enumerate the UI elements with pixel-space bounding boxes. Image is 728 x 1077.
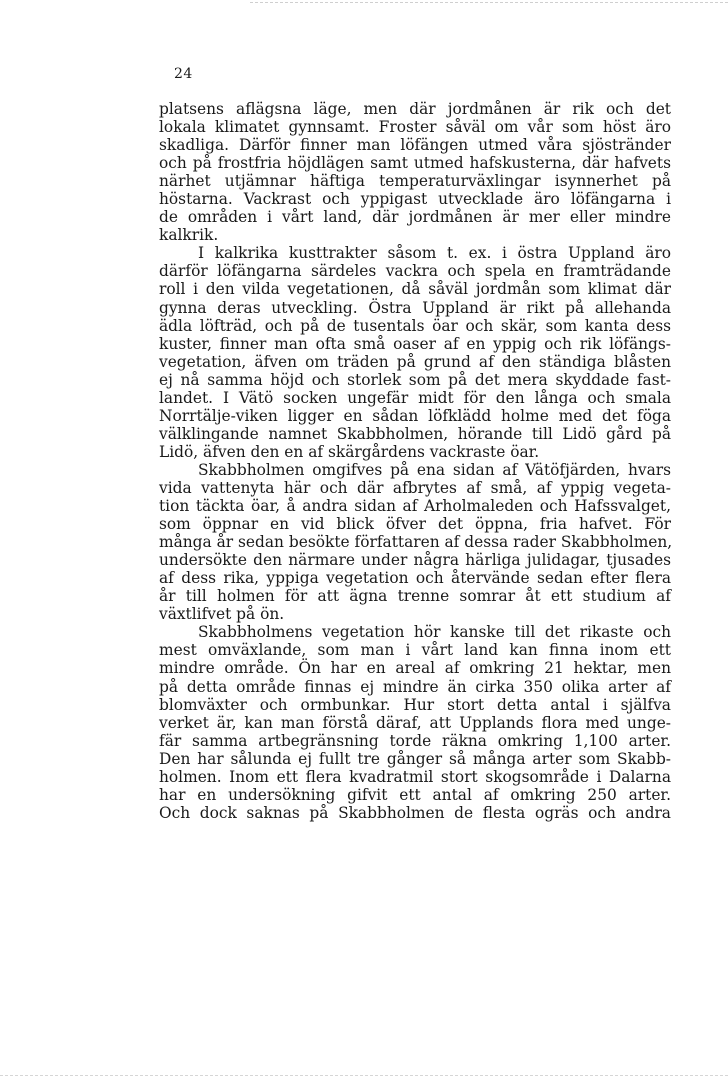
text-line: lokala klimatet gynnsamt. Froster såväl om vår som höst äro xyxy=(159,118,671,137)
text-line: gynna deras utveckling. Östra Uppland är rikt på allehanda xyxy=(159,298,671,317)
page-number: 24 xyxy=(174,66,193,82)
text-line: ej nå samma höjd och storlek som på det mera skyddade fast- xyxy=(159,370,671,389)
text-line: roll i den vilda vegetationen, då såväl jordmån som klimat där xyxy=(159,280,671,299)
text-line: Och dock saknas på Skabbholmen de flesta ogräs och andra xyxy=(159,803,671,822)
text-line: fär samma artbegränsning torde räkna omkring 1,100 arter. xyxy=(159,731,671,750)
text-line: undersökte den närmare under några härliga julidagar, tjusades xyxy=(159,551,671,570)
text-line: Den har sålunda ej fullt tre gånger så många arter som Skabb- xyxy=(159,749,671,768)
text-line: höstarna. Vackrast och yppigast utvecklade äro löfängarna i xyxy=(159,190,671,209)
text-line: holmen. Inom ett flera kvadratmil stort skogsområde i Dalarna xyxy=(159,767,671,786)
text-line: mindre område. Ön har en areal af omkring 21 hektar, men xyxy=(159,659,671,678)
text-line: därför löfängarna särdeles vackra och spela en framträdande xyxy=(159,262,671,281)
text-line: närhet utjämnar häftiga temperaturväxlingar isynnerhet på xyxy=(159,172,671,191)
text-line: platsens aflägsna läge, men där jordmånen är rik och det xyxy=(159,100,671,118)
text-line: I kalkrika kusttrakter såsom t. ex. i östra Uppland äro xyxy=(198,244,671,263)
text-line: Norrtälje-viken ligger en sådan löfklädd holme med det föga xyxy=(159,406,671,425)
scan-edge-bottom xyxy=(0,1075,728,1076)
text-line: som öppnar en vid blick öfver det öppna, fria hafvet. För xyxy=(159,515,671,534)
body-text xyxy=(159,100,671,822)
text-line: de områden i vårt land, där jordmånen är mer eller mindre xyxy=(159,208,671,227)
text-line: skadliga. Därför finner man löfängen utmed våra sjöstränder xyxy=(159,136,671,155)
text-line: kalkrik. xyxy=(159,226,219,245)
text-line: mest omväxlande, som man i vårt land kan finna inom ett xyxy=(159,641,671,660)
text-line: många år sedan besökte författaren af dessa rader Skabbholmen, xyxy=(159,533,673,552)
text-line: och på frostfria höjdlägen samt utmed hafskusterna, där hafvets xyxy=(159,154,671,173)
scan-edge-top xyxy=(250,2,728,3)
text-line: tion täckta öar, å andra sidan af Arholmaleden och Hafssvalget, xyxy=(159,497,671,516)
text-line: verket är, kan man förstå däraf, att Upplands flora med unge- xyxy=(159,713,671,732)
text-line: har en undersökning gifvit ett antal af omkring 250 arter. xyxy=(159,785,671,804)
text-line: Skabbholmen omgifves på ena sidan af Vätöfjärden, hvars xyxy=(198,460,671,479)
text-line: af dess rika, yppiga vegetation och återvände sedan efter flera xyxy=(159,569,671,588)
text-line: år till holmen för att ägna trenne somrar åt ett studium af xyxy=(159,587,671,606)
text-line: landet. I Vätö socken ungefär midt för den långa och smala xyxy=(159,388,671,407)
text-line: på detta område finnas ej mindre än cirka 350 olika arter af xyxy=(159,677,671,696)
text-line: växtlifvet på ön. xyxy=(159,605,285,624)
text-line: välklingande namnet Skabbholmen, hörande till Lidö gård på xyxy=(159,424,671,443)
text-line: kuster, finner man ofta små oaser af en yppig och rik löfängs- xyxy=(159,334,671,353)
text-line: blomväxter och ormbunkar. Hur stort detta antal i själfva xyxy=(159,695,671,714)
text-line: Skabbholmens vegetation hör kanske till det rikaste och xyxy=(198,623,671,642)
text-line: Lidö, äfven den en af skärgårdens vackraste öar. xyxy=(159,442,540,461)
text-line: vida vattenyta här och där afbrytes af små, af yppig vegeta- xyxy=(159,478,671,497)
text-line: vegetation, äfven om träden på grund af den ständiga blåsten xyxy=(159,352,671,371)
text-line: ädla löfträd, och på de tusentals öar och skär, som kanta dess xyxy=(159,316,671,335)
